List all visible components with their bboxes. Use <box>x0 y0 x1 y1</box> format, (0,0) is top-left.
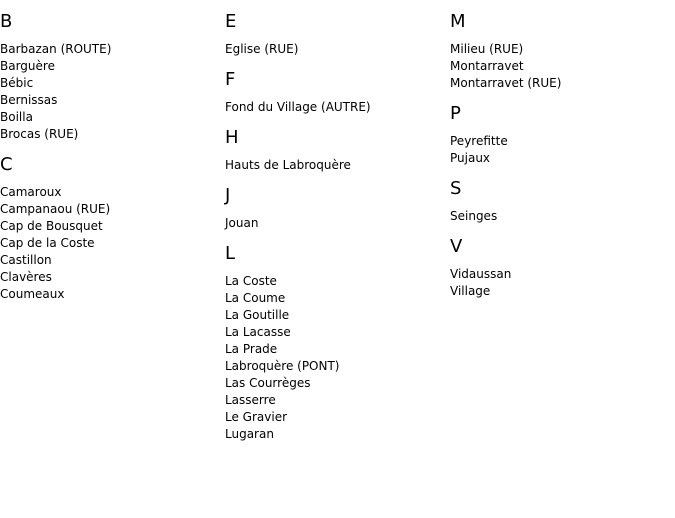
street-link[interactable]: Montarravet (RUE) <box>450 76 562 90</box>
letter-heading: S <box>450 178 462 199</box>
letter-heading: J <box>225 185 231 206</box>
letter-heading: L <box>225 243 236 264</box>
street-link[interactable]: Bébic <box>0 76 34 90</box>
street-list <box>225 99 450 116</box>
street-list <box>225 273 450 443</box>
street-list <box>450 133 675 167</box>
letter-group-m <box>450 11 675 92</box>
street-link[interactable]: La Goutille <box>225 308 290 322</box>
street-link[interactable]: Camaroux <box>0 185 62 199</box>
street-link[interactable]: Campanaou (RUE) <box>0 202 111 216</box>
street-link[interactable]: Montarravet <box>450 59 524 73</box>
letter-group-p <box>450 103 675 167</box>
street-link[interactable]: Village <box>450 284 491 298</box>
street-list <box>450 208 675 225</box>
letter-heading: M <box>450 11 466 32</box>
street-link[interactable]: Labroquère (PONT) <box>225 359 340 373</box>
letter-heading: E <box>225 11 237 32</box>
street-link[interactable]: La Coste <box>225 274 277 288</box>
letter-group-b <box>0 11 225 143</box>
street-link[interactable]: Cap de Bousquet <box>0 219 103 233</box>
letter-group-l <box>225 243 450 443</box>
street-link[interactable]: Las Courrèges <box>225 376 311 390</box>
street-link[interactable]: Eglise (RUE) <box>225 42 299 56</box>
letter-heading: H <box>225 127 239 148</box>
street-link[interactable]: Barguère <box>0 59 55 73</box>
letter-group-f <box>225 69 450 116</box>
street-link[interactable]: Barbazan (ROUTE) <box>0 42 112 56</box>
street-list <box>225 157 450 174</box>
letter-group-h <box>225 127 450 174</box>
street-link[interactable]: Pujaux <box>450 151 491 165</box>
street-link[interactable]: Clavères <box>0 270 52 284</box>
street-list <box>225 215 450 232</box>
street-link[interactable]: Brocas (RUE) <box>0 127 79 141</box>
letter-group-s <box>450 178 675 225</box>
letter-heading: B <box>0 11 13 32</box>
column-2 <box>225 0 450 451</box>
street-link[interactable]: Lasserre <box>225 393 276 407</box>
street-link[interactable]: Castillon <box>0 253 52 267</box>
letter-heading: V <box>450 236 463 257</box>
letter-heading: P <box>450 103 461 124</box>
street-list <box>0 184 225 303</box>
letter-group-c <box>0 154 225 303</box>
street-link[interactable]: Hauts de Labroquère <box>225 158 351 172</box>
street-link[interactable]: Coumeaux <box>0 287 65 301</box>
street-link[interactable]: Lugaran <box>225 427 274 441</box>
street-link[interactable]: Cap de la Coste <box>0 236 95 250</box>
street-link[interactable]: Jouan <box>225 216 259 230</box>
street-link[interactable]: La Lacasse <box>225 325 291 339</box>
street-link[interactable]: La Prade <box>225 342 278 356</box>
street-list <box>450 266 675 300</box>
street-list <box>0 41 225 143</box>
street-link[interactable]: Peyrefitte <box>450 134 508 148</box>
street-link[interactable]: Boilla <box>0 110 33 124</box>
letter-group-j <box>225 185 450 232</box>
street-link[interactable]: Fond du Village (AUTRE) <box>225 100 371 114</box>
column-3 <box>450 0 675 308</box>
letter-heading: C <box>0 154 13 175</box>
street-link[interactable]: Milieu (RUE) <box>450 42 524 56</box>
street-link[interactable]: Vidaussan <box>450 267 512 281</box>
letter-heading: F <box>225 69 236 90</box>
street-link[interactable]: La Coume <box>225 291 286 305</box>
column-1 <box>0 0 225 311</box>
street-link[interactable]: Seinges <box>450 209 498 223</box>
street-list <box>225 41 450 58</box>
street-link[interactable]: Le Gravier <box>225 410 288 424</box>
street-link[interactable]: Bernissas <box>0 93 58 107</box>
letter-group-e <box>225 11 450 58</box>
street-list <box>450 41 675 92</box>
letter-group-v <box>450 236 675 300</box>
